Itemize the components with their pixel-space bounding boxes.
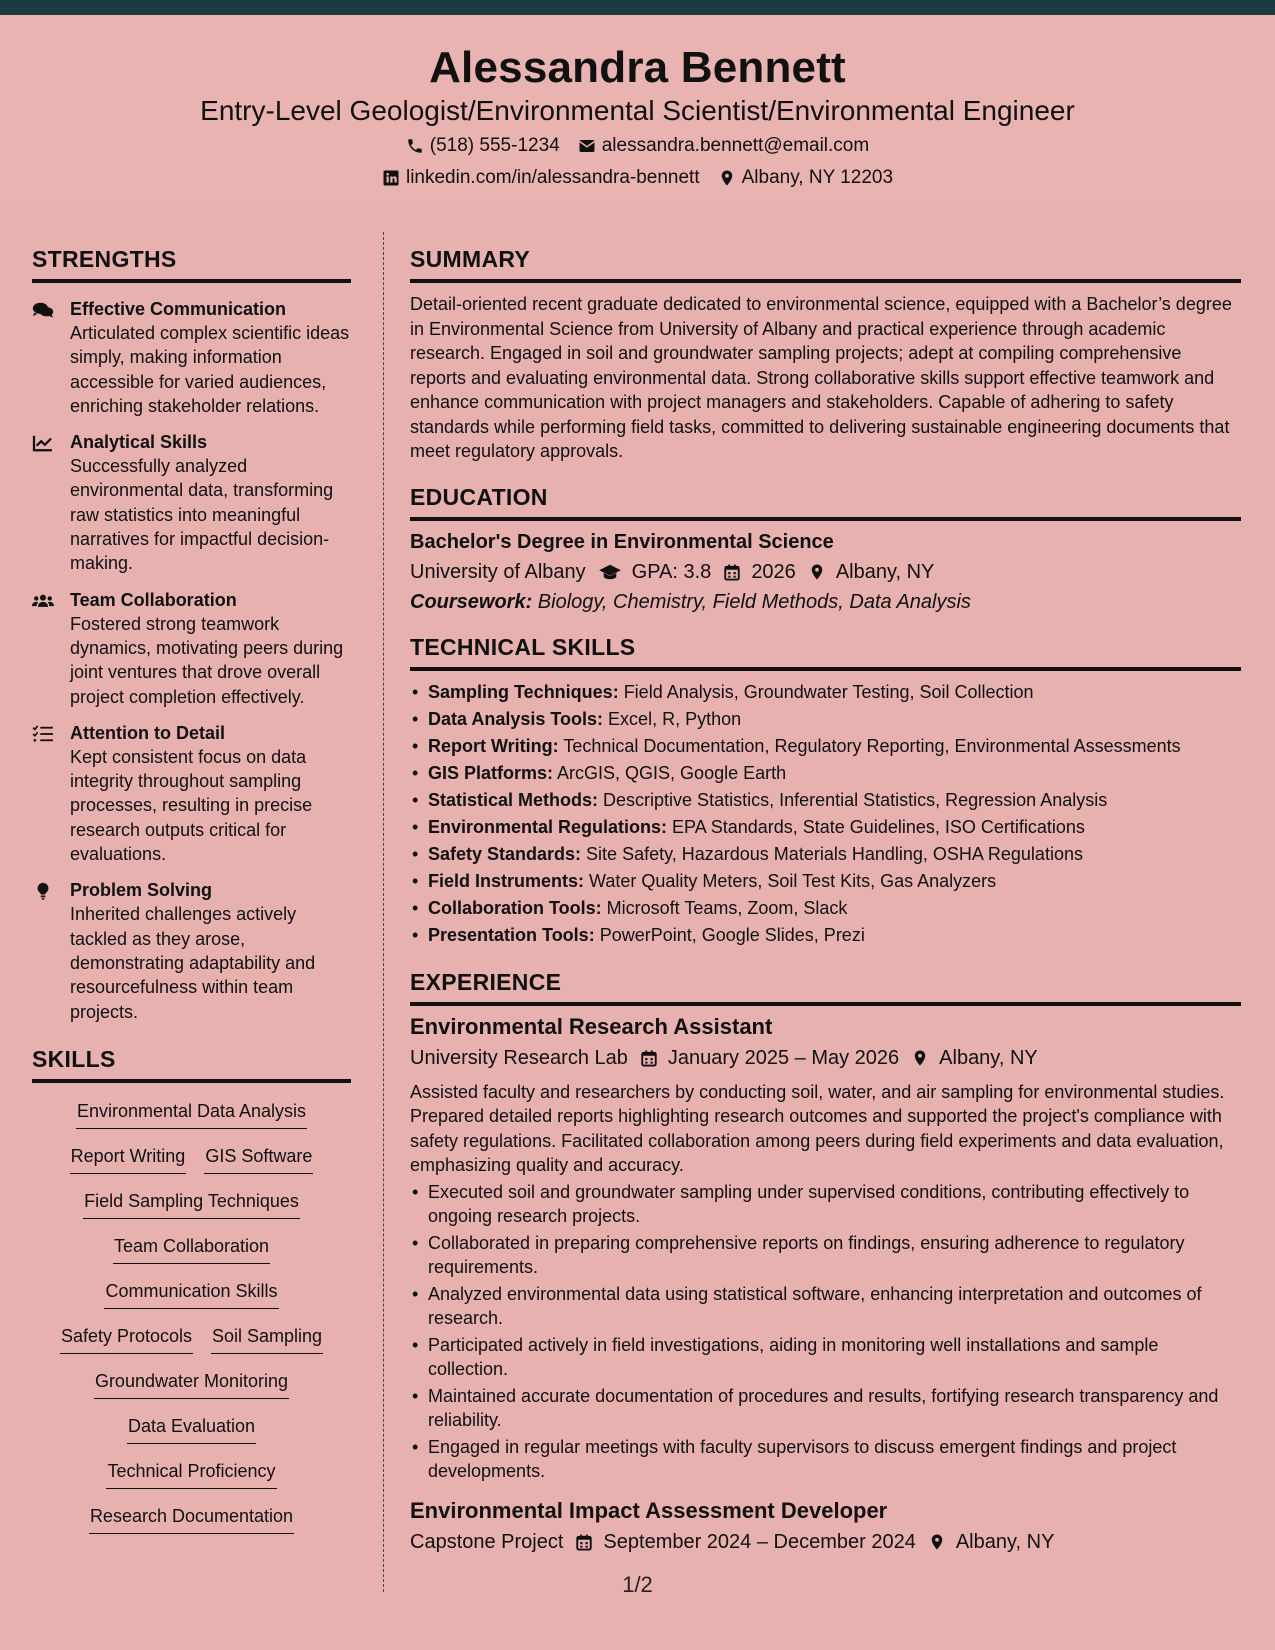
lightbulb-icon [32, 882, 54, 900]
map-pin-icon [808, 563, 826, 581]
education-section [410, 484, 1241, 614]
right-column [410, 246, 1241, 1554]
job-description: Assisted faculty and researchers by conducting soil, water, and air sampling for environmental studies. Prepared detailed reports highlighting research outcomes and supported the project's compliance with safety regulations. Facilitated collaboration among peers during field experiments and data evaluation, emphasizing quality and accuracy. [410, 1081, 1225, 1175]
tech-skill-label: Sampling Techniques: [428, 681, 619, 702]
strength-title: Team Collaboration [70, 589, 237, 610]
tech-skill-label: Data Analysis Tools: [428, 708, 604, 729]
list-item: • Executed soil and groundwater sampling under supervised conditions, contributing effectively to ongoing research projects. [410, 1180, 1241, 1229]
coursework-label: Coursework: [410, 590, 533, 613]
tech-skill-value: Site Safety, Hazardous Materials Handling, OSHA Regulations [581, 843, 1083, 864]
gpa: GPA: 3.8 [631, 560, 712, 583]
skill-tag: Safety Protocols [60, 1324, 193, 1354]
strength-item [32, 588, 351, 709]
list-item [410, 868, 1241, 895]
technical-skills-list [410, 679, 1241, 949]
technical-skills-heading: TECHNICAL SKILLS [410, 634, 1241, 671]
linkedin-text: linkedin.com/in/alessandra-bennett [405, 167, 700, 188]
phone-contact[interactable] [406, 135, 560, 157]
strength-desc: Fostered strong teamwork dynamics, motivating peers during joint ventures that drove overall project completion effectively. [70, 613, 344, 707]
calendar-icon [640, 1049, 658, 1067]
tech-skill-label: Presentation Tools: [428, 924, 595, 945]
linkedin-icon [382, 169, 400, 187]
strength-title: Effective Communication [70, 299, 287, 319]
strength-title: Attention to Detail [70, 722, 225, 743]
job-bullets [410, 1180, 1241, 1484]
chart-line-icon [32, 434, 54, 452]
skill-tag: Report Writing [70, 1144, 187, 1174]
list-item [410, 679, 1241, 706]
list-item [410, 787, 1241, 814]
tech-skill-value: ArcGIS, QGIS, Google Earth [553, 762, 787, 783]
degree-title: Bachelor's Degree in Environmental Science [410, 530, 834, 553]
job-meta [410, 1047, 1241, 1070]
job-title: Environmental Research Assistant [410, 1013, 773, 1039]
map-pin-icon [911, 1049, 929, 1067]
tech-skill-label: GIS Platforms: [428, 762, 554, 783]
strength-desc: Articulated complex scientific ideas simply, making information accessible for varied audiences, enriching stakeholder relations. [70, 323, 350, 416]
skill-tag: GIS Software [204, 1144, 313, 1174]
summary-text: Detail-oriented recent graduate dedicated to environmental science, equipped with a Bachelor’s degree in Environmental Science from University of Albany and practical experience through academic research. Engaged in soil and groundwater sampling projects; adept at compiling comprehensive reports and evaluating environmental data. Strong collaborative skills support effective teamwork and enhance communication with project managers and stakeholders. Capable of adhering to safety standards while performing field tasks, committed to delivering sustainable engineering documents that meet regulatory approvals. [410, 294, 1232, 461]
job-location: Albany, NY [955, 1530, 1055, 1553]
job-org: Capstone Project [410, 1530, 564, 1553]
experience-heading: EXPERIENCE [410, 969, 1241, 1006]
checklist-icon [32, 725, 54, 743]
phone-text: (518) 555-1234 [429, 135, 560, 156]
job-dates: January 2025 – May 2026 [667, 1046, 900, 1069]
list-item [410, 922, 1241, 949]
coursework [410, 591, 1241, 614]
map-pin-icon [928, 1533, 946, 1551]
linkedin-contact[interactable] [382, 167, 700, 189]
strength-item [32, 721, 351, 866]
list-item: • Analyzed environmental data using statistical software, enhancing interpretation and outcomes of research. [410, 1282, 1241, 1331]
skill-tag: Soil Sampling [211, 1324, 323, 1354]
envelope-icon [578, 137, 596, 155]
list-item: • Engaged in regular meetings with faculty supervisors to discuss emergent findings and project developments. [410, 1435, 1241, 1484]
list-item [410, 814, 1241, 841]
tech-skill-label: Environmental Regulations: [428, 816, 668, 837]
map-pin-icon [718, 169, 736, 187]
tech-skill-label: Collaboration Tools: [428, 897, 602, 918]
tech-skill-label: Report Writing: [428, 735, 559, 756]
strength-desc: Successfully analyzed environmental data, transforming raw statistics into meaningful narratives for impactful decision-making. [70, 456, 334, 574]
tech-skill-value: Microsoft Teams, Zoom, Slack [601, 897, 848, 918]
skill-tag: Field Sampling Techniques [83, 1189, 300, 1219]
skill-tag: Groundwater Monitoring [94, 1369, 289, 1399]
skill-tag: Environmental Data Analysis [76, 1099, 307, 1129]
tech-skill-value: EPA Standards, State Guidelines, ISO Certifications [667, 816, 1085, 837]
phone-icon [406, 137, 424, 155]
skill-tag: Technical Proficiency [106, 1459, 276, 1489]
list-item [410, 706, 1241, 733]
list-item [410, 841, 1241, 868]
location-contact [718, 167, 893, 189]
strength-item [32, 430, 351, 575]
skill-tag: Communication Skills [104, 1279, 278, 1309]
skill-tag: Team Collaboration [113, 1234, 270, 1264]
strength-item [32, 878, 351, 1023]
strengths-list [32, 297, 351, 1024]
left-column [32, 246, 351, 1549]
tech-skill-value: Field Analysis, Groundwater Testing, Soil Collection [618, 681, 1034, 702]
email-text: alessandra.bennett@email.com [601, 135, 870, 156]
technical-skills-section [410, 634, 1241, 949]
tech-skill-label: Field Instruments: [428, 870, 585, 891]
skill-tag: Research Documentation [89, 1504, 294, 1534]
summary-heading: SUMMARY [410, 246, 1241, 283]
job-org: University Research Lab [410, 1046, 628, 1069]
location-text: Albany, NY 12203 [741, 167, 894, 188]
calendar-icon [723, 563, 741, 581]
tech-skill-value: Excel, R, Python [603, 708, 742, 729]
tech-skill-label: Statistical Methods: [428, 789, 599, 810]
education-heading: EDUCATION [410, 484, 1241, 521]
page-number: 1/2 [622, 1572, 653, 1597]
school-location: Albany, NY [835, 560, 935, 583]
comments-icon [32, 301, 54, 319]
tech-skill-value: Technical Documentation, Regulatory Reporting, Environmental Assessments [558, 735, 1181, 756]
contact-row-2 [0, 167, 1275, 189]
users-icon [32, 592, 54, 610]
list-item: • Collaborated in preparing comprehensive reports on findings, ensuring adherence to regulatory requirements. [410, 1231, 1241, 1280]
skills-list [32, 1099, 351, 1549]
calendar-icon [575, 1533, 593, 1551]
tech-skill-value: Descriptive Statistics, Inferential Statistics, Regression Analysis [598, 789, 1108, 810]
resume-header [0, 15, 1275, 205]
top-accent-bar [0, 0, 1275, 15]
email-contact[interactable] [578, 135, 869, 157]
experience-section [410, 969, 1241, 1554]
strength-title: Analytical Skills [70, 432, 208, 453]
job-dates: September 2024 – December 2024 [603, 1530, 916, 1553]
job-title: Environmental Impact Assessment Developer [410, 1497, 888, 1523]
skill-tag: Data Evaluation [127, 1414, 256, 1444]
skills-heading: SKILLS [32, 1046, 351, 1083]
job-meta [410, 1531, 1241, 1554]
tech-skill-value: PowerPoint, Google Slides, Prezi [594, 924, 865, 945]
education-meta [410, 561, 1241, 584]
strengths-heading: STRENGTHS [32, 246, 351, 283]
list-item [410, 895, 1241, 922]
tech-skill-value: Water Quality Meters, Soil Test Kits, Gas Analyzers [584, 870, 997, 891]
strength-desc: Kept consistent focus on data integrity throughout sampling processes, resulting in precise research outputs critical for evaluations. [70, 746, 313, 865]
strength-desc: Inherited challenges actively tackled as they arose, demonstrating adaptability and resourcefulness within team projects. [70, 904, 316, 1022]
job-location: Albany, NY [939, 1046, 1038, 1069]
list-item [410, 733, 1241, 760]
coursework-list: Biology, Chemistry, Field Methods, Data Analysis [532, 590, 971, 613]
strength-title: Problem Solving [70, 880, 213, 901]
list-item: • Participated actively in field investigations, aiding in monitoring well installations and sample collection. [410, 1333, 1241, 1382]
column-divider [383, 232, 384, 1592]
summary-section [410, 246, 1241, 464]
candidate-name: Alessandra Bennett [429, 43, 846, 92]
grad-year: 2026 [751, 560, 796, 583]
candidate-role: Entry-Level Geologist/Environmental Scientist/Environmental Engineer [200, 95, 1075, 126]
tech-skill-label: Safety Standards: [428, 843, 582, 864]
list-item: • Maintained accurate documentation of procedures and results, fortifying research transparency and reliability. [410, 1384, 1241, 1433]
graduation-cap-icon [598, 563, 622, 581]
school-name: University of Albany [410, 560, 586, 583]
strength-item [32, 297, 351, 418]
contact-row-1 [0, 135, 1275, 157]
list-item [410, 760, 1241, 787]
